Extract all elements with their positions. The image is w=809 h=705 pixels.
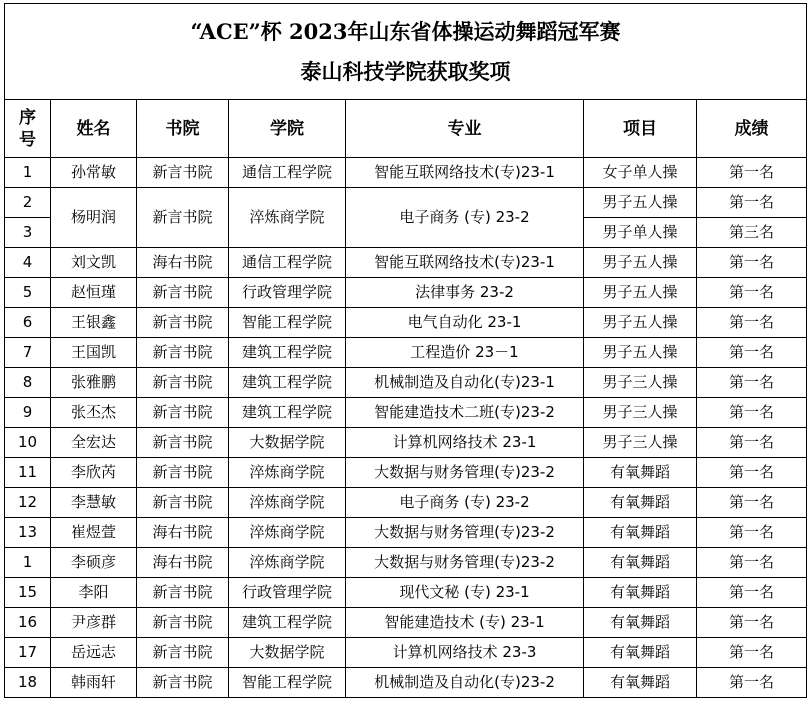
header-seq-label: 序号 [19, 107, 36, 150]
cell-result: 第一名 [697, 398, 807, 428]
cell-academy: 海右书院 [137, 518, 229, 548]
cell-name: 岳远志 [51, 638, 137, 668]
cell-seq: 13 [5, 518, 51, 548]
cell-major: 智能互联网络技术(专)23-1 [346, 248, 584, 278]
cell-academy: 新言书院 [137, 158, 229, 188]
table-row [5, 638, 807, 668]
cell-name: 李阳 [51, 578, 137, 608]
cell-name: 王银鑫 [51, 308, 137, 338]
cell-name: 韩雨轩 [51, 668, 137, 698]
cell-event: 男子单人操 [584, 218, 697, 248]
cell-major: 计算机网络技术 23-1 [346, 428, 584, 458]
cell-seq: 8 [5, 368, 51, 398]
cell-event: 男子五人操 [584, 338, 697, 368]
table-title: “ACE”杯 2023年山东省体操运动舞蹈冠军赛 [190, 18, 621, 44]
cell-academy: 海右书院 [137, 548, 229, 578]
cell-event: 有氧舞蹈 [584, 668, 697, 698]
cell-seq: 18 [5, 668, 51, 698]
table-subtitle: 泰山科技学院获取奖项 [300, 58, 511, 84]
header-seq [5, 100, 51, 158]
cell-college: 建筑工程学院 [229, 398, 346, 428]
cell-college: 行政管理学院 [229, 578, 346, 608]
cell-event: 女子单人操 [584, 158, 697, 188]
cell-result: 第一名 [697, 248, 807, 278]
cell-seq: 10 [5, 428, 51, 458]
cell-seq: 4 [5, 248, 51, 278]
cell-event: 有氧舞蹈 [584, 638, 697, 668]
table-row [5, 428, 807, 458]
cell-event: 有氧舞蹈 [584, 578, 697, 608]
header-event: 项目 [584, 100, 697, 158]
cell-seq: 6 [5, 308, 51, 338]
table-body [5, 158, 807, 698]
cell-name: 王国凯 [51, 338, 137, 368]
cell-event: 有氧舞蹈 [584, 548, 697, 578]
cell-result: 第一名 [697, 368, 807, 398]
header-major: 专业 [346, 100, 584, 158]
header-academy: 书院 [137, 100, 229, 158]
cell-major: 机械制造及自动化(专)23-2 [346, 668, 584, 698]
cell-major: 法律事务 23-2 [346, 278, 584, 308]
table-row [5, 578, 807, 608]
cell-academy: 新言书院 [137, 188, 229, 248]
cell-result: 第一名 [697, 578, 807, 608]
table-row [5, 338, 807, 368]
awards-table [4, 3, 807, 698]
table-row [5, 158, 807, 188]
cell-academy: 新言书院 [137, 308, 229, 338]
cell-major: 工程造价 23－1 [346, 338, 584, 368]
cell-college: 大数据学院 [229, 638, 346, 668]
cell-major: 智能建造技术二班(专)23-2 [346, 398, 584, 428]
cell-event: 男子五人操 [584, 248, 697, 278]
cell-college: 智能工程学院 [229, 308, 346, 338]
cell-result: 第一名 [697, 668, 807, 698]
cell-college: 建筑工程学院 [229, 338, 346, 368]
cell-result: 第一名 [697, 428, 807, 458]
cell-seq: 9 [5, 398, 51, 428]
cell-academy: 新言书院 [137, 668, 229, 698]
cell-college: 行政管理学院 [229, 278, 346, 308]
cell-result: 第一名 [697, 188, 807, 218]
header-row [5, 100, 807, 158]
title-cell [5, 4, 807, 100]
cell-result: 第一名 [697, 608, 807, 638]
table-row [5, 368, 807, 398]
cell-name: 尹彦群 [51, 608, 137, 638]
header-college: 学院 [229, 100, 346, 158]
cell-result: 第一名 [697, 308, 807, 338]
cell-result: 第三名 [697, 218, 807, 248]
cell-result: 第一名 [697, 488, 807, 518]
cell-name: 张丕杰 [51, 398, 137, 428]
cell-event: 男子五人操 [584, 278, 697, 308]
cell-college: 淬炼商学院 [229, 188, 346, 248]
table-row [5, 668, 807, 698]
cell-event: 有氧舞蹈 [584, 458, 697, 488]
cell-name: 全宏达 [51, 428, 137, 458]
cell-academy: 海右书院 [137, 248, 229, 278]
cell-result: 第一名 [697, 548, 807, 578]
cell-major: 电气自动化 23-1 [346, 308, 584, 338]
cell-major: 机械制造及自动化(专)23-1 [346, 368, 584, 398]
cell-event: 男子五人操 [584, 188, 697, 218]
cell-result: 第一名 [697, 518, 807, 548]
cell-major: 计算机网络技术 23-3 [346, 638, 584, 668]
cell-seq: 15 [5, 578, 51, 608]
cell-college: 建筑工程学院 [229, 608, 346, 638]
cell-academy: 新言书院 [137, 578, 229, 608]
table-row [5, 548, 807, 578]
cell-academy: 新言书院 [137, 278, 229, 308]
cell-academy: 新言书院 [137, 398, 229, 428]
cell-college: 淬炼商学院 [229, 518, 346, 548]
cell-college: 通信工程学院 [229, 248, 346, 278]
cell-academy: 新言书院 [137, 368, 229, 398]
cell-result: 第一名 [697, 278, 807, 308]
table-row [5, 488, 807, 518]
cell-name: 崔煜萱 [51, 518, 137, 548]
cell-event: 男子五人操 [584, 308, 697, 338]
cell-college: 通信工程学院 [229, 158, 346, 188]
cell-event: 男子三人操 [584, 368, 697, 398]
cell-major: 智能互联网络技术(专)23-1 [346, 158, 584, 188]
cell-result: 第一名 [697, 158, 807, 188]
cell-academy: 新言书院 [137, 608, 229, 638]
title-row [5, 4, 807, 100]
cell-academy: 新言书院 [137, 488, 229, 518]
cell-major: 智能建造技术 (专) 23-1 [346, 608, 584, 638]
cell-name: 赵恒瑾 [51, 278, 137, 308]
cell-event: 有氧舞蹈 [584, 608, 697, 638]
cell-seq: 16 [5, 608, 51, 638]
cell-seq: 1 [5, 158, 51, 188]
cell-name: 刘文凯 [51, 248, 137, 278]
table-row [5, 188, 807, 218]
cell-event: 有氧舞蹈 [584, 518, 697, 548]
cell-college: 淬炼商学院 [229, 548, 346, 578]
cell-name: 李欣芮 [51, 458, 137, 488]
cell-name: 李慧敏 [51, 488, 137, 518]
cell-event: 男子三人操 [584, 398, 697, 428]
header-result: 成绩 [697, 100, 807, 158]
cell-major: 电子商务 (专) 23-2 [346, 188, 584, 248]
cell-name: 孙常敏 [51, 158, 137, 188]
cell-result: 第一名 [697, 458, 807, 488]
header-name: 姓名 [51, 100, 137, 158]
cell-seq: 12 [5, 488, 51, 518]
cell-name: 李硕彦 [51, 548, 137, 578]
cell-result: 第一名 [697, 638, 807, 668]
cell-seq: 3 [5, 218, 51, 248]
cell-seq: 1 [5, 548, 51, 578]
table-row [5, 608, 807, 638]
cell-seq: 2 [5, 188, 51, 218]
table-row [5, 458, 807, 488]
cell-major: 大数据与财务管理(专)23-2 [346, 548, 584, 578]
cell-academy: 新言书院 [137, 338, 229, 368]
cell-college: 建筑工程学院 [229, 368, 346, 398]
table-row [5, 248, 807, 278]
cell-academy: 新言书院 [137, 458, 229, 488]
cell-seq: 7 [5, 338, 51, 368]
cell-college: 大数据学院 [229, 428, 346, 458]
cell-event: 有氧舞蹈 [584, 488, 697, 518]
table-row [5, 398, 807, 428]
cell-major: 大数据与财务管理(专)23-2 [346, 518, 584, 548]
cell-result: 第一名 [697, 338, 807, 368]
table-row [5, 278, 807, 308]
cell-name: 张雅鹏 [51, 368, 137, 398]
cell-name: 杨明润 [51, 188, 137, 248]
cell-college: 智能工程学院 [229, 668, 346, 698]
cell-seq: 17 [5, 638, 51, 668]
cell-academy: 新言书院 [137, 638, 229, 668]
cell-seq: 5 [5, 278, 51, 308]
table-row [5, 308, 807, 338]
cell-major: 现代文秘 (专) 23-1 [346, 578, 584, 608]
cell-college: 淬炼商学院 [229, 488, 346, 518]
cell-seq: 11 [5, 458, 51, 488]
table-row [5, 518, 807, 548]
cell-major: 大数据与财务管理(专)23-2 [346, 458, 584, 488]
cell-college: 淬炼商学院 [229, 458, 346, 488]
cell-event: 男子三人操 [584, 428, 697, 458]
cell-academy: 新言书院 [137, 428, 229, 458]
cell-major: 电子商务 (专) 23-2 [346, 488, 584, 518]
